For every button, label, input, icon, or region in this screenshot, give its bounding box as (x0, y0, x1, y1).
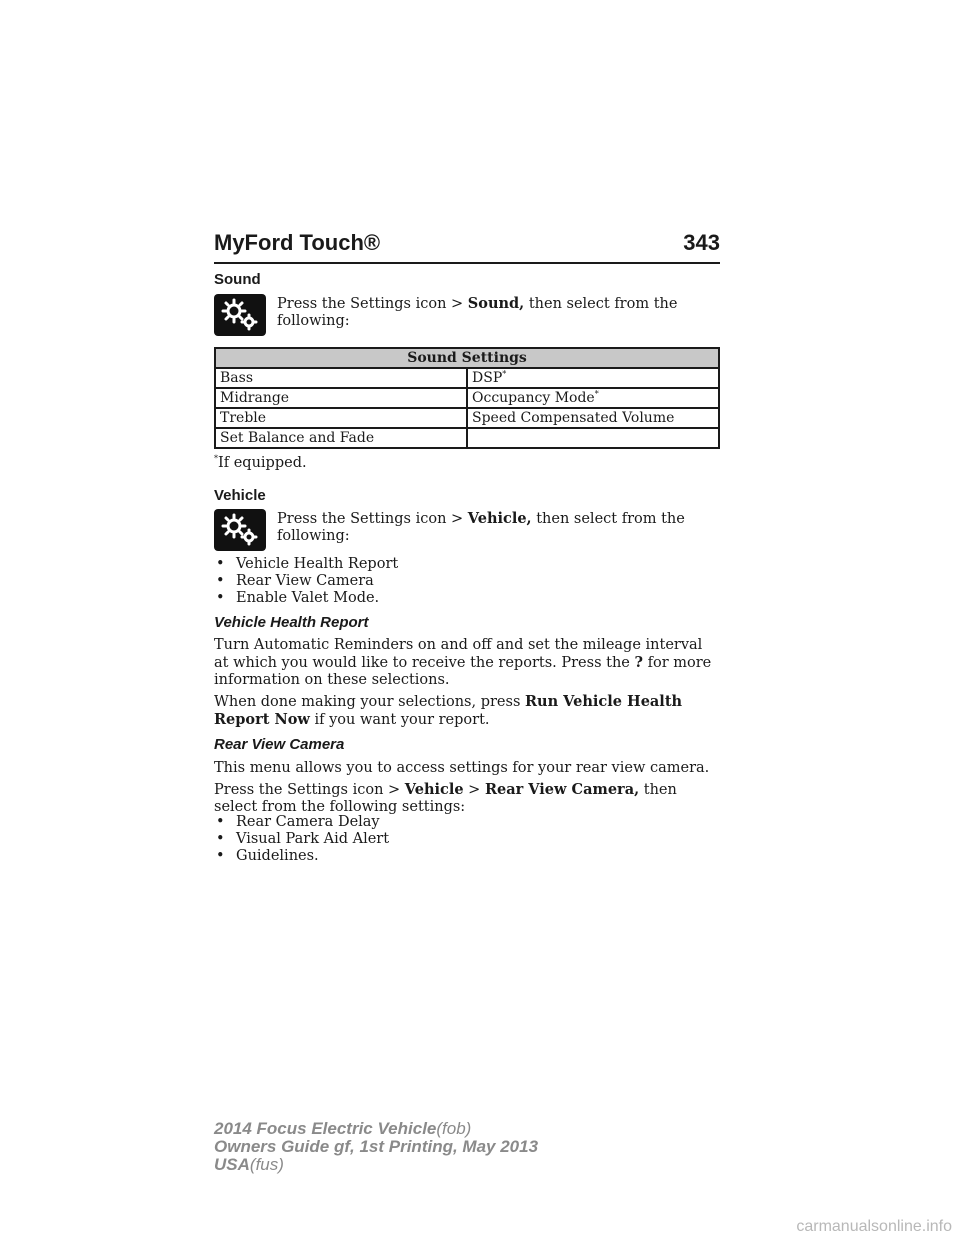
list-item (214, 556, 398, 573)
paragraph-text: > (463, 782, 485, 798)
list-item-text: Guidelines. (236, 848, 319, 864)
table-cell: Set Balance and Fade (215, 428, 467, 448)
list-item (214, 848, 389, 865)
list-item-text: Rear Camera Delay (236, 814, 380, 830)
table-row (215, 428, 719, 448)
table-cell (467, 408, 719, 428)
table-row (215, 388, 719, 408)
paragraph-text: then select from the following settings: (214, 782, 677, 815)
rear-camera-paragraph-2 (214, 781, 720, 816)
page-header (214, 226, 720, 264)
footnote-mark: * (214, 454, 218, 464)
list-item-text: Visual Park Aid Alert (236, 831, 390, 847)
bullet: • (216, 831, 225, 847)
footer-code: (fob) (436, 1119, 472, 1138)
footnote-text: If equipped. (218, 455, 307, 471)
list-item-text: Rear View Camera (236, 573, 374, 589)
list-item-text: Enable Valet Mode. (236, 590, 380, 606)
paragraph-text: for more information on these selections. (214, 655, 712, 688)
rear-camera-paragraph-1: This menu allows you to access settings for your rear view camera. (214, 760, 710, 776)
table-cell: Bass (215, 368, 467, 388)
help-symbol: ? (634, 654, 643, 671)
sound-intro-text: Press the Settings icon > (277, 296, 468, 312)
sound-heading: Sound (214, 271, 261, 288)
paragraph-text: Press the Settings icon > (214, 782, 405, 798)
table-cell (467, 368, 719, 388)
watermark: carmanualsonline.info (796, 1218, 952, 1235)
footer-text: USA (214, 1155, 250, 1174)
table-row (215, 408, 719, 428)
table-cell (467, 428, 719, 448)
bullet: • (216, 556, 225, 572)
footer-line-1 (214, 1120, 538, 1138)
vehicle-intro-bold: Vehicle, (467, 510, 532, 527)
sound-intro-bold: Sound, (467, 295, 525, 312)
bullet: • (216, 848, 225, 864)
vehicle-intro-text: Press the Settings icon > (277, 511, 468, 527)
sound-settings-table (214, 347, 720, 449)
list-item-text: Vehicle Health Report (236, 556, 399, 572)
vehicle-intro-suffix: then select from the following: (277, 511, 685, 544)
table-cell: Treble (215, 408, 467, 428)
cell-text: Occupancy Mode (472, 390, 595, 406)
page-title: MyFord Touch® (214, 230, 381, 255)
paragraph-text: When done making your selections, press (214, 694, 525, 710)
table-cell (467, 388, 719, 408)
paragraph-bold: Rear View Camera, (484, 781, 640, 798)
cell-text: Speed Compensated Volume (472, 410, 675, 426)
vehicle-intro (277, 510, 707, 545)
paragraph-text: Turn Automatic Reminders on and off and set the mileage interval at which you would like to receive the reports. Press the (214, 637, 703, 671)
bullet: • (216, 590, 225, 606)
sound-intro (277, 295, 707, 330)
footnote-mark: * (502, 369, 507, 379)
vehicle-options-list (214, 556, 398, 607)
paragraph-bold: Run Vehicle Health Report Now (214, 693, 683, 728)
list-item (214, 573, 398, 590)
footer-line-2: Owners Guide gf, 1st Printing, May 2013 (214, 1137, 539, 1156)
health-report-paragraph-2 (214, 693, 720, 729)
page-footer (214, 1120, 538, 1174)
footnote-mark: * (594, 389, 599, 399)
table-cell: Midrange (215, 388, 467, 408)
paragraph-bold: Vehicle (404, 781, 464, 798)
vehicle-heading: Vehicle (214, 487, 266, 504)
health-report-paragraph-1 (214, 637, 720, 689)
list-item (214, 814, 389, 831)
settings-gear-icon (214, 294, 266, 336)
cell-text: DSP (472, 370, 503, 386)
footer-code: (fus) (249, 1155, 284, 1174)
footer-line-3 (214, 1156, 538, 1174)
sound-table-title: Sound Settings (215, 348, 719, 368)
sound-intro-suffix: then select from the following: (277, 296, 678, 329)
sound-footnote (214, 455, 720, 472)
paragraph-text: if you want your report. (309, 712, 490, 728)
list-item (214, 590, 398, 607)
settings-gear-icon (214, 509, 266, 551)
bullet: • (216, 573, 225, 589)
table-row (215, 368, 719, 388)
list-item (214, 831, 389, 848)
page-number: 343 (683, 230, 720, 255)
rear-camera-settings-list (214, 814, 389, 865)
health-report-heading: Vehicle Health Report (214, 614, 369, 631)
bullet: • (216, 814, 225, 830)
rear-camera-heading: Rear View Camera (214, 736, 345, 753)
footer-text: 2014 Focus Electric Vehicle (214, 1119, 437, 1138)
